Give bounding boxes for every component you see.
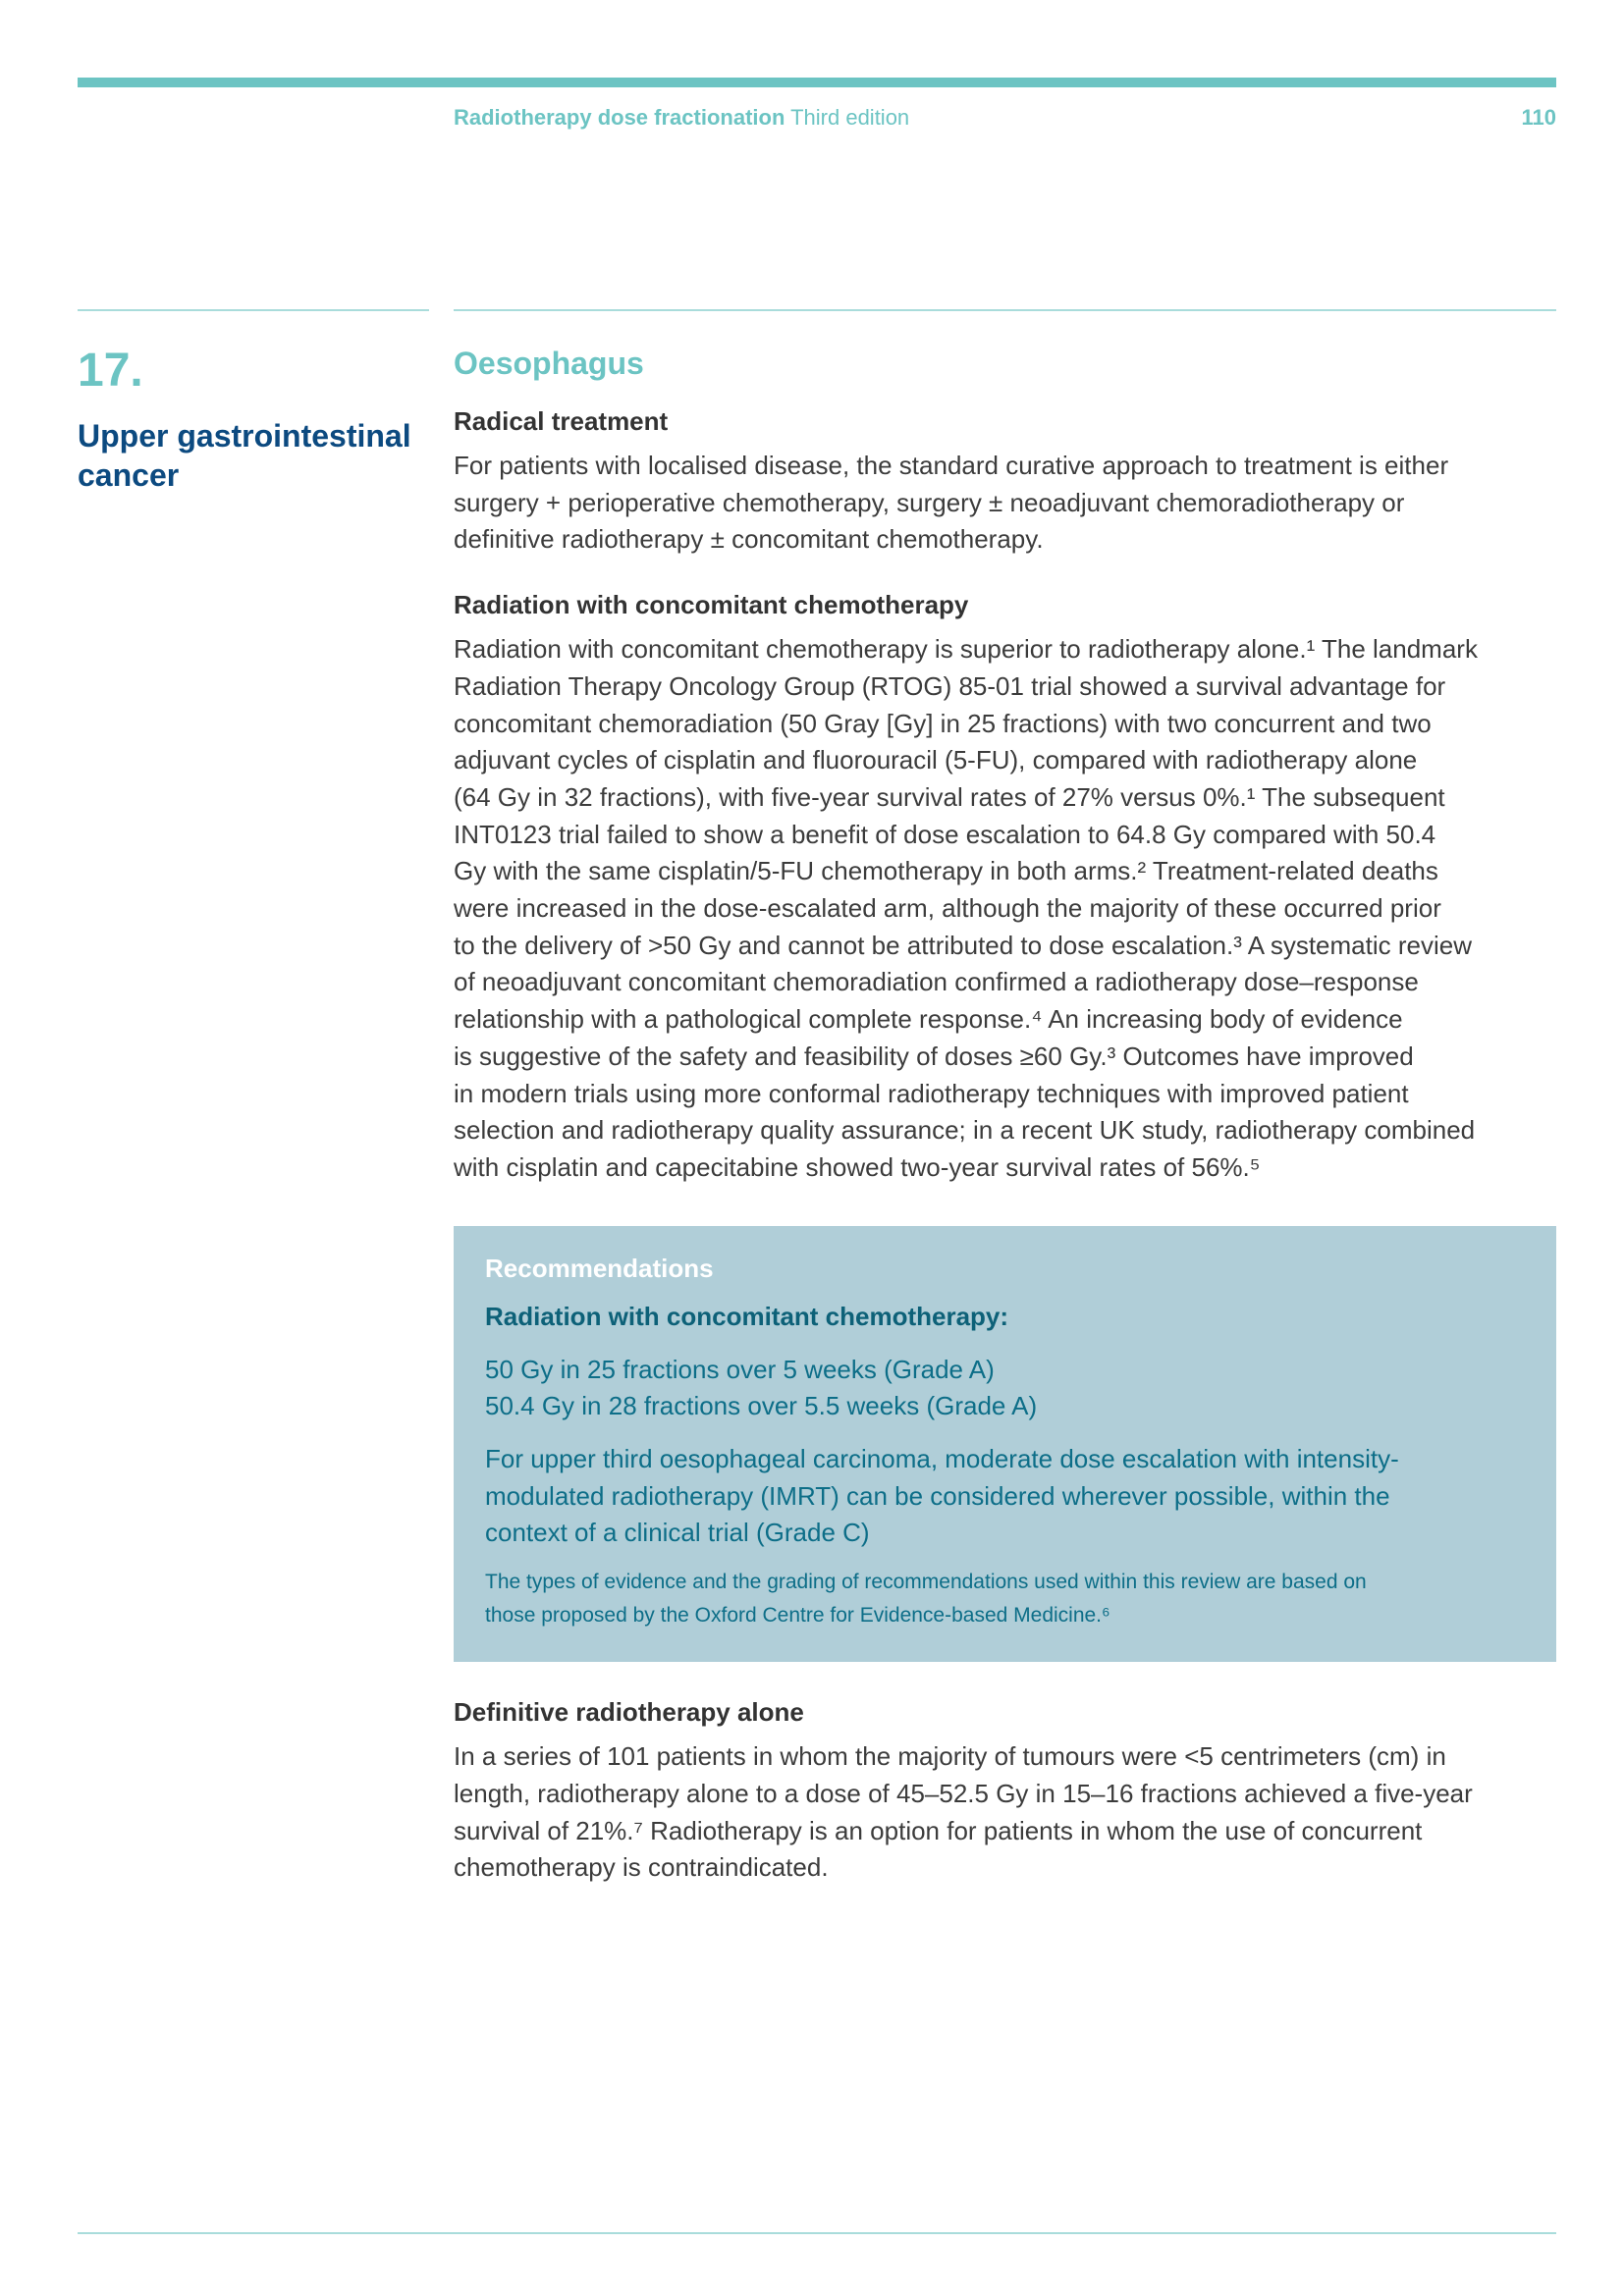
page-number: 110 [1521, 105, 1556, 130]
recommendations-box [454, 1226, 1556, 1663]
radical-treatment-heading: Radical treatment [454, 406, 669, 436]
main-content [454, 344, 1556, 1887]
recommendation-upper-third: For upper third oesophageal carcinoma, moderate dose escalation with intensity- modulated radiotherapy (IMRT) can be considered wherever possible, within the context of a clinical trial (Grade C) [485, 1444, 1399, 1548]
concomitant-text: Radiation with concomitant chemotherapy is superior to radiotherapy alone.¹ The landmark Radiation Therapy Oncology Group (RTOG) 85-01 trial showed a survival advantage for concomitant chemoradiation (50 Gray [Gy] in 25 fractions) with two concurrent and two adjuvant cycles of cisplatin and fluorouracil (5-FU), compared with radiotherapy alone (64 Gy in 32 fractions), with five-year survival rates of 27% versus 0%.¹ The subsequent INT0123 trial failed to show a benefit of dose escalation to 64.8 Gy compared with 50.4 Gy with the same cisplatin/5-FU chemotherapy in both arms.² Treatment-related deaths were increased in the dose-escalated arm, although the majority of these occurred prior to the delivery of >50 Gy and cannot be attributed to dose escalation.³ A systematic review of neoadjuvant concomitant chemoradiation confirmed a radiotherapy dose–response relationship with a pathological complete response.⁴ An increasing body of evidence is suggestive of the safety and feasibility of doses ≥60 Gy.³ Outcomes have improved in modern trials using more conformal radiotherapy techniques with improved patient selection and radiotherapy quality assurance; in a recent UK study, radiotherapy combined with cisplatin and capecitabine showed two-year survival rates of 56%.⁵ [454, 634, 1478, 1182]
recommendation-line-1: 50 Gy in 25 fractions over 5 weeks (Grade A) [485, 1354, 995, 1384]
concomitant-heading: Radiation with concomitant chemotherapy [454, 590, 969, 620]
edition-label: Third edition [785, 105, 910, 130]
definitive-heading: Definitive radiotherapy alone [454, 1697, 804, 1728]
running-header [454, 105, 909, 131]
recommendations-heading: Recommendations [485, 1253, 714, 1283]
section-rule [454, 309, 1556, 311]
radical-treatment-text: For patients with localised disease, the standard curative approach to treatment is either surgery + perioperative chemotherapy, surgery ± neoadjuvant chemoradiotherapy or definitive radiotherapy ± concomitant chemotherapy. [454, 451, 1449, 555]
chapter-rule [78, 309, 429, 311]
header-rule [78, 78, 1556, 87]
book-title: Radiotherapy dose fractionation [454, 105, 785, 130]
section-title: Oesophagus [454, 346, 644, 381]
footer-rule [78, 2232, 1556, 2234]
recommendation-line-2: 50.4 Gy in 28 fractions over 5.5 weeks (Grade A) [485, 1391, 1038, 1421]
recommendation-note: The types of evidence and the grading of recommendations used within this review are based on those proposed by the Oxford Centre for Evidence-based Medicine.⁶ [485, 1571, 1367, 1628]
definitive-text: In a series of 101 patients in whom the majority of tumours were <5 centrimeters (cm) in length, radiotherapy alone to a dose of 45–52.5 Gy in 15–16 fractions achieved a five-year survival of 21%.⁷ Radiotherapy is an option for patients in whom the use of concurrent chemotherapy is contraindicated. [454, 1741, 1473, 1883]
chapter-title: Upper gastrointestinal cancer [78, 418, 411, 493]
recommendations-subheading: Radiation with concomitant chemotherapy: [485, 1301, 1009, 1331]
chapter-number: 17. [78, 345, 143, 397]
